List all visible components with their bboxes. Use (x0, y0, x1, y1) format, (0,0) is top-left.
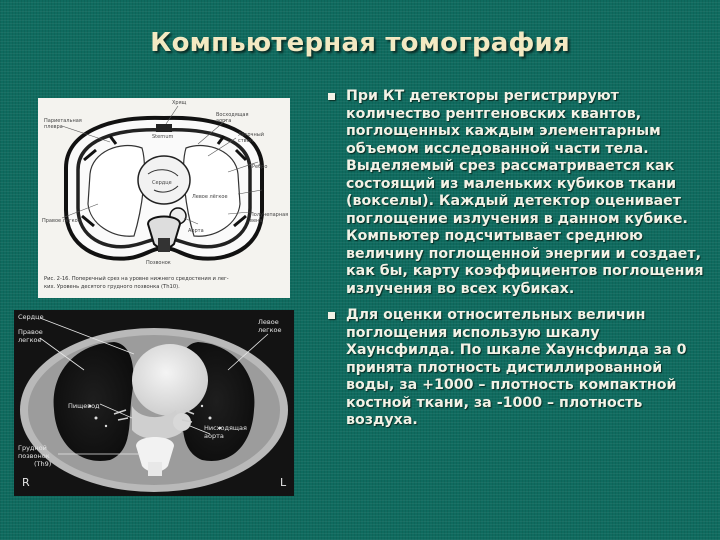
svg-text:Хрящ: Хрящ (172, 100, 187, 106)
ct-label-desc-aorta-2: аорта (204, 432, 224, 440)
label-rib: Ребро (252, 164, 268, 170)
svg-text:Лёгочный: Лёгочный (238, 132, 264, 138)
label-vertebra: Позвонок (146, 260, 171, 266)
svg-text:ствол: ствол (238, 138, 253, 144)
svg-text:плевра: плевра (44, 124, 63, 130)
ct-label-vertebra-3: (Th9) (34, 460, 52, 468)
svg-text:Полунепарная: Полунепарная (250, 212, 289, 218)
bullet-text: Для оценки относительных величин поглощения использую шкалу Хаунсфилда. По шкале Хаунсфилда за 0 принята плотность дистиллированной воды, за +1000 – плотность компактной костной ткани, за -1000 – плотность воздуха. (346, 307, 687, 428)
bullet-square-icon (328, 93, 335, 100)
svg-text:Восходящая: Восходящая (216, 112, 249, 118)
ct-marker-right: R (22, 476, 30, 489)
label-heart: Сердце (152, 180, 172, 186)
ct-label-vertebra-2: позвонок (18, 452, 50, 460)
ct-label-vertebra-1: Грудной (18, 444, 47, 452)
svg-text:вена: вена (250, 218, 263, 224)
svg-text:Париетальная: Париетальная (44, 118, 82, 124)
ct-marker-left: L (280, 476, 287, 489)
ct-label-right-lung-2: легкое (18, 336, 42, 344)
bullet-text: При КТ детекторы регистрируют количество рентгеновских квантов, поглощенных каждым элементарным объемом исследованной части тела. Выделяемый срез рассматривается как состоящий из маленьких кубиков ткани (вокселы). Каждый детектор оценивает поглощение излучения в данном кубике. Компьютер подсчитывает среднюю величину поглощенной энергии и создает, как бы, карту коэффициентов поглощения излучения во всех кубиках. (346, 88, 704, 297)
bullet-list (320, 88, 712, 439)
ct-label-right-lung-1: Правое (18, 328, 43, 336)
label-aorta: Аорта (188, 228, 204, 234)
figure-caption-line1: Рис. 2-16. Поперечный срез на уровне нижнего средостения и лег- (44, 276, 229, 282)
figure-caption-line2: ких. Уровень десятого грудного позвонка (Th10). (44, 284, 180, 290)
bullet-item (320, 88, 712, 298)
bullet-item (320, 307, 712, 430)
label-sternum: Sternum (152, 134, 174, 140)
ct-scan-image (14, 310, 294, 496)
ct-scan-drawing (14, 310, 294, 496)
ct-label-left-lung-2: легкое (258, 326, 282, 334)
ct-label-left-lung-1: Левое (258, 318, 279, 326)
ct-label-desc-aorta-1: Нисходящая (204, 424, 247, 432)
label-right-lung: Правое лёгкое (42, 218, 81, 224)
bullet-square-icon (328, 312, 335, 319)
anatomy-diagram (38, 98, 290, 298)
anatomy-diagram-drawing (38, 98, 290, 298)
slide-title: Компьютерная томография (150, 28, 570, 58)
label-left-lung: Левое лёгкое (192, 194, 228, 200)
svg-text:аорта: аорта (216, 118, 232, 124)
ct-label-esophagus: Пищевод (68, 402, 100, 410)
ct-label-heart: Сердце (18, 313, 44, 321)
